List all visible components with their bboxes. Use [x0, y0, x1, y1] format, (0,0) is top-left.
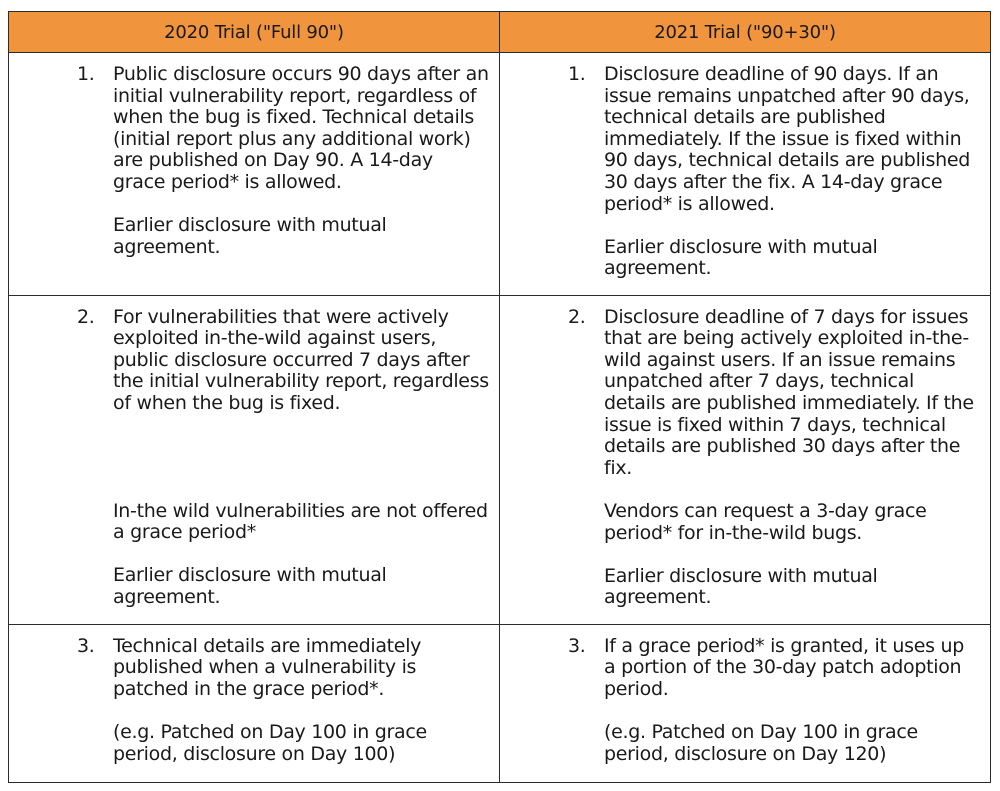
- policy-text: Disclosure deadline of 90 days. If an issue remains unpatched after 90 days, technical details are published immediately. If the issue is fixed within 90 days, technical details are published 30 days after the fix. A 14-day grace period* is allowed.: [604, 63, 971, 215]
- item-number: 3.: [77, 634, 95, 657]
- cell-2021-policy-3: [500, 624, 991, 782]
- policy-text: Public disclosure occurs 90 days after an initial vulnerability report, regardless of when the bug is fixed. Technical details (initial report plus any additional work) are published on Day 90. A 14-day grace period* is allowed.: [113, 63, 489, 193]
- disclosure-policy-comparison-table: [8, 11, 991, 783]
- policy-text: In-the wild vulnerabilities are not offered a grace period*: [113, 499, 488, 544]
- policy-text: Earlier disclosure with mutual agreement.: [604, 564, 878, 609]
- table-row: [9, 624, 991, 782]
- table-row: [9, 53, 991, 296]
- table-row: [9, 295, 991, 624]
- item-number: 3.: [568, 634, 586, 657]
- policy-text: Disclosure deadline of 7 days for issues that are being actively exploited in-the-wild against users. If an issue remains unpatched after 7 days, technical details are published immediately. If the issue is fixed within 7 days, technical details are published 30 days after the fix.: [604, 305, 974, 479]
- policy-text: Vendors can request a 3-day grace period* for in-the-wild bugs.: [604, 500, 927, 544]
- cell-2021-policy-2: [500, 295, 991, 624]
- cell-2020-policy-3: [9, 624, 500, 782]
- item-number: 1.: [77, 63, 95, 85]
- item-number: 2.: [568, 305, 586, 328]
- policy-text: (e.g. Patched on Day 100 in grace period, disclosure on Day 120): [604, 720, 918, 765]
- item-number: 2.: [77, 305, 95, 328]
- policy-text: Technical details are immediately published when a vulnerability is patched in the grace period*.: [113, 634, 422, 700]
- policy-text: (e.g. Patched on Day 100 in grace period, disclosure on Day 100): [113, 720, 427, 765]
- header-row: [9, 12, 991, 53]
- cell-2020-policy-1: [9, 53, 500, 296]
- policy-text: For vulnerabilities that were actively exploited in-the-wild against users, public disclosure occurred 7 days after the initial vulnerability report, regardless of when the bug is fixed.: [113, 305, 489, 415]
- policy-text: If a grace period* is granted, it uses up a portion of the 30-day patch adoption period.: [604, 634, 964, 700]
- cell-2021-policy-1: [500, 53, 991, 296]
- policy-text: Earlier disclosure with mutual agreement.: [113, 564, 387, 608]
- header-2021-trial: 2021 Trial ("90+30"): [500, 12, 991, 53]
- header-2020-trial: 2020 Trial ("Full 90"): [9, 12, 500, 53]
- cell-2020-policy-2: [9, 295, 500, 624]
- policy-text: Earlier disclosure with mutual agreement.: [113, 214, 387, 258]
- policy-text: Earlier disclosure with mutual agreement.: [604, 235, 878, 280]
- item-number: 1.: [568, 63, 586, 85]
